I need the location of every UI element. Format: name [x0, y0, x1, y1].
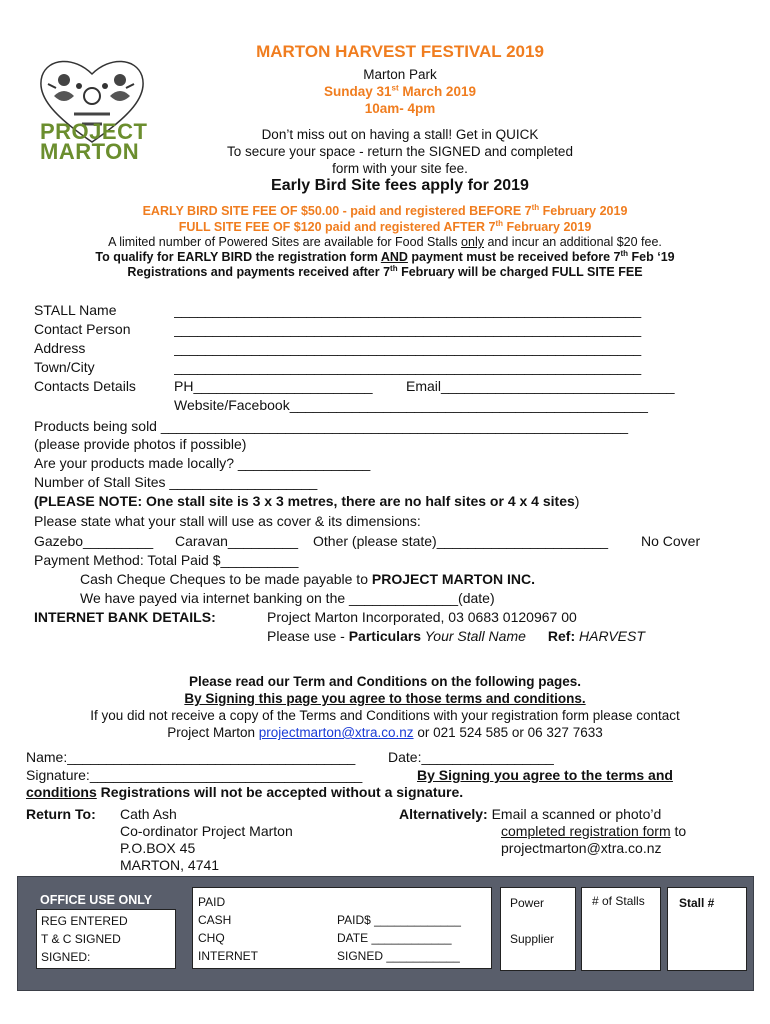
powered-sites-note: A limited number of Powered Sites are available for Food Stalls only and incur an additional $20 fee. [108, 235, 662, 249]
return-role: Co-ordinator Project Marton [120, 823, 293, 839]
alternative-line-1: Alternatively: Email a scanned or photo’d [399, 806, 662, 822]
caravan-option[interactable]: Caravan_________ [175, 533, 298, 549]
alternative-email: projectmarton@xtra.co.nz [501, 840, 662, 856]
event-time: 10am- 4pm [364, 101, 436, 116]
website-field[interactable]: Website/Facebook______________________________________________ [174, 397, 648, 413]
return-town: MARTON, 4741 [120, 857, 220, 873]
num-stalls-box [581, 887, 661, 971]
internet-label: INTERNET [198, 949, 258, 963]
phone-field[interactable]: PH_______________________ [174, 378, 373, 394]
stall-name-field[interactable]: ____________________________________________________________ [174, 302, 642, 318]
qualify-note: To qualify for EARLY BIRD the registration form AND payment must be received before 7th Feb ‘19 [95, 248, 675, 264]
address-label: Address [34, 340, 86, 356]
address-field[interactable]: ____________________________________________________________ [174, 340, 642, 356]
paid-amount-field[interactable]: PAID$ _____________ [337, 913, 461, 927]
paid-signed-field[interactable]: SIGNED ___________ [337, 949, 460, 963]
intro-line-1: Don’t miss out on having a stall! Get in QUICK [261, 127, 539, 142]
paid-date-field[interactable]: DATE ____________ [337, 931, 452, 945]
contact-email-link[interactable]: projectmarton@xtra.co.nz [258, 725, 414, 740]
full-site-fee: FULL SITE FEE OF $120 paid and registered AFTER 7th February 2019 [178, 218, 592, 234]
return-to-label: Return To: [26, 806, 96, 822]
cash-label: CASH [198, 913, 232, 927]
early-bird-fee: EARLY BIRD SITE FEE OF $50.00 - paid and registered BEFORE 7th February 2019 [142, 202, 628, 218]
payment-check-box [192, 887, 492, 969]
town-city-field[interactable]: ____________________________________________________________ [174, 359, 642, 375]
intro-line-2: To secure your space - return the SIGNED and completed [227, 144, 573, 159]
stall-size-note: (PLEASE NOTE: One stall site is 3 x 3 metres, there are no half sites or 4 x 4 sites) [34, 493, 580, 509]
power-label: Power [510, 896, 545, 910]
bank-account: Project Marton Incorporated, 03 0683 0120967 00 [267, 609, 577, 625]
email-field[interactable]: Email______________________________ [406, 378, 675, 394]
contacts-details-label: Contacts Details [34, 378, 136, 394]
date-field[interactable]: Date:_________________ [388, 749, 554, 765]
return-pobox: P.O.BOX 45 [120, 840, 196, 856]
logo-wordmark: PROJECT MARTON [40, 119, 148, 164]
registration-check-box [36, 909, 176, 969]
products-sold-field[interactable]: Products being sold ____________________________________________________________ [34, 418, 629, 434]
cover-question: Please state what your stall will use as cover & its dimensions: [34, 513, 421, 529]
office-use-box [17, 876, 754, 991]
reg-entered-label: REG ENTERED [41, 914, 128, 928]
signature-field[interactable]: Signature:___________________________________ [26, 767, 363, 783]
contact-person-label: Contact Person [34, 321, 131, 337]
signature-required-note: conditions Registrations will not be accepted without a signature. [26, 784, 464, 800]
alternative-line-2: completed registration form to [501, 823, 687, 839]
name-field[interactable]: Name:_____________________________________ [26, 749, 356, 765]
terms-contact: Project Marton projectmarton@xtra.co.nz or 021 524 585 or 06 327 7633 [167, 725, 603, 740]
terms-line-3: If you did not receive a copy of the Terms and Conditions with your registration form please contact [90, 708, 680, 723]
signed-label: SIGNED: [41, 950, 91, 964]
town-city-label: Town/City [34, 359, 95, 375]
stall-name-label: STALL Name [34, 302, 117, 318]
num-stalls-label: # of Stalls [592, 894, 645, 908]
bank-details-label: INTERNET BANK DETAILS: [34, 609, 216, 625]
gazebo-option[interactable]: Gazebo_________ [34, 533, 154, 549]
supplier-label: Supplier [510, 932, 555, 946]
cash-cheque-line[interactable]: Cash Cheque Cheques to be made payable to PROJECT MARTON INC. [80, 571, 535, 587]
late-note: Registrations and payments received after 7th February will be charged FULL SITE FEE [127, 263, 643, 279]
return-name: Cath Ash [120, 806, 177, 822]
page-title: MARTON HARVEST FESTIVAL 2019 [256, 42, 544, 61]
photos-note: (please provide photos if possible) [34, 436, 247, 452]
terms-line-2: By Signing this page you agree to those terms and conditions. [184, 691, 586, 706]
power-box [500, 887, 576, 971]
made-locally-field[interactable]: Are your products made locally? _________________ [34, 455, 371, 471]
terms-line-1: Please read our Term and Conditions on the following pages. [188, 674, 582, 689]
tc-signed-label: T & C SIGNED [41, 932, 121, 946]
no-cover-option[interactable]: No Cover [641, 533, 701, 549]
stall-sites-field[interactable]: Number of Stall Sites ___________________ [34, 474, 318, 490]
signing-agree-note: By Signing you agree to the terms and [417, 767, 673, 783]
office-use-title: OFFICE USE ONLY [40, 893, 153, 907]
subtitle: Early Bird Site fees apply for 2019 [271, 177, 529, 194]
venue: Marton Park [363, 67, 437, 82]
contact-person-field[interactable]: ____________________________________________________________ [174, 321, 642, 337]
paid-label: PAID [198, 895, 226, 909]
stall-number-box [667, 887, 747, 971]
internet-banking-date-field[interactable]: We have payed via internet banking on the ______________(date) [80, 590, 495, 606]
payment-reference: Please use - Particulars Your Stall Name Ref: HARVEST [267, 628, 645, 644]
stall-number-label: Stall # [679, 896, 715, 910]
event-date: Sunday 31st March 2019 [324, 83, 476, 99]
chq-label: CHQ [198, 931, 225, 945]
intro-line-3: form with your site fee. [332, 161, 468, 176]
total-paid-field[interactable]: Payment Method: Total Paid $__________ [34, 552, 299, 568]
other-option[interactable]: Other (please state)______________________ [313, 533, 609, 549]
